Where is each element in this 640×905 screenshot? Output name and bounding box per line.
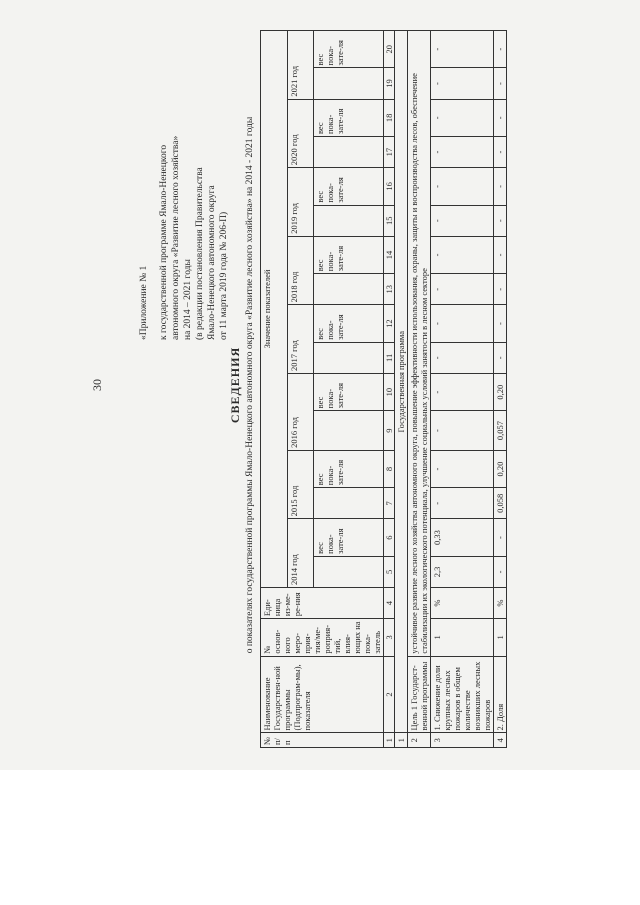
value-cell: - [494,236,507,273]
page-number: 30 [90,379,104,391]
row-number: 2 [408,733,431,748]
page-margin [0,770,640,905]
header-year: 2021 год [287,31,314,100]
header-basic: № основ-ного меро-прия-тия/ме-роприя-тий, влия-ющих на пока-затель [261,619,384,656]
appendix-line: автономного округа «Развитие лесного хозяйства» [171,135,181,340]
header-weight: вес пока-зате-ля [314,305,384,342]
header-year: 2015 год [287,450,314,519]
col-number: 4 [384,587,395,618]
value-cell: - [494,519,507,556]
header-weight: вес пока-зате-ля [314,519,384,556]
goal-text: устойчивое развитие лесного хозяйства автономного округа, повышение эффективности использования, охраны, защиты и воспроизводства лесов, обеспечение стабилизации их экологического потенциала, улучшение социальных условий занятости в лесном секторе [408,31,431,657]
unit: % [494,587,507,618]
document-heading [228,30,255,740]
table-header-row [261,31,288,748]
appendix-line: (в редакции постановления Правительства [195,167,205,340]
column-numbers-row [384,31,395,748]
table-row-goal [408,31,431,748]
row-number: 3 [431,733,494,748]
header-value [314,205,384,236]
col-number: 11 [384,342,395,373]
col-number: 8 [384,450,395,487]
col-number: 7 [384,488,395,519]
header-values: Значение показателей [261,31,288,588]
header-value [314,556,384,587]
header-year: 2016 год [287,373,314,450]
table-row [494,31,507,748]
value-cell: - [494,205,507,236]
col-number: 1 [384,733,395,748]
appendix-line: на 2014 – 2021 годы [183,259,193,340]
col-number: 18 [384,99,395,136]
col-number: 17 [384,137,395,168]
header-year: 2014 год [287,519,314,588]
value-cell: - [494,99,507,136]
table-row-program [395,31,408,748]
value-cell: - [431,342,494,373]
value-cell: - [431,168,494,205]
program-title: Государственная программа [395,31,408,733]
rotated-document-page [10,10,610,760]
col-number: 5 [384,556,395,587]
value-cell: - [494,342,507,373]
value-cell: - [431,373,494,410]
header-unit: Еди-ница из-ме-ре-ния [261,587,384,618]
col-number: 12 [384,305,395,342]
value-cell: - [494,274,507,305]
basic-activity: 1 [494,619,507,656]
header-value [314,411,384,450]
header-name: Наименование Государствен-ной программы (Подпрограм-мы), показателя [261,656,384,733]
basic-activity: 1 [431,619,494,656]
value-cell: 0,058 [494,488,507,519]
value-cell: - [494,31,507,68]
col-number: 13 [384,274,395,305]
value-cell: - [431,99,494,136]
value-cell: - [494,168,507,205]
appendix-line: к государственной программе Ямало-Ненецкого [159,144,169,340]
header-value [314,274,384,305]
value-cell: 0,33 [431,519,494,556]
header-year: 2020 год [287,99,314,168]
col-number: 16 [384,168,395,205]
header-weight: вес пока-зате-ля [314,99,384,136]
appendix-line: Ямало-Ненецкого автономного округа [207,185,217,340]
header-year: 2017 год [287,305,314,374]
col-number: 20 [384,31,395,68]
col-number: 6 [384,519,395,556]
col-number: 9 [384,411,395,450]
header-value [314,488,384,519]
value-cell: - [431,68,494,99]
appendix-block [138,40,230,340]
col-number: 14 [384,236,395,273]
unit: % [431,587,494,618]
value-cell: - [431,137,494,168]
col-number: 15 [384,205,395,236]
value-cell: - [431,411,494,450]
row-number: 1 [395,733,408,748]
header-weight: вес пока-зате-ля [314,168,384,205]
header-weight: вес пока-зате-ля [314,31,384,68]
col-number: 3 [384,619,395,656]
document-subtitle: о показателях государственной программы Ямало-Ненецкого автономного округа «Развитие лесного хозяйства» на 2014 - 2021 годы [245,116,255,654]
header-value [314,68,384,99]
value-cell: - [431,31,494,68]
header-value [314,342,384,373]
col-number: 10 [384,373,395,410]
table-row [431,31,494,748]
appendix-title: «Приложение № 1 [139,265,149,340]
goal-label: Цель 1 Государст-венной программы [408,656,431,733]
value-cell: - [431,205,494,236]
value-cell: 0,20 [494,450,507,487]
header-weight: вес пока-зате-ля [314,450,384,487]
value-cell: 0,057 [494,411,507,450]
value-cell: - [431,488,494,519]
header-num: № п/п [261,733,384,748]
col-number: 19 [384,68,395,99]
header-year: 2019 год [287,168,314,237]
indicators-table [260,30,507,748]
header-year: 2018 год [287,236,314,305]
indicator-name: 2. Доля [494,656,507,733]
appendix-line: от 11 марта 2019 года № 206-П) [219,211,229,340]
row-number: 4 [494,733,507,748]
indicator-name: 1. Снижение доли крупных лесных пожаров в общем количестве возникших лесных пожаров [431,656,494,733]
value-cell: - [431,274,494,305]
value-cell: - [494,68,507,99]
value-cell: - [431,305,494,342]
col-number: 2 [384,656,395,733]
header-weight: вес пока-зате-ля [314,373,384,410]
header-weight: вес пока-зате-ля [314,236,384,273]
value-cell: - [431,450,494,487]
document-title: СВЕДЕНИЯ [228,346,242,424]
value-cell: - [431,236,494,273]
header-value [314,137,384,168]
value-cell: - [494,556,507,587]
value-cell: - [494,137,507,168]
value-cell: 2,3 [431,556,494,587]
value-cell: - [494,305,507,342]
value-cell: 0,20 [494,373,507,410]
